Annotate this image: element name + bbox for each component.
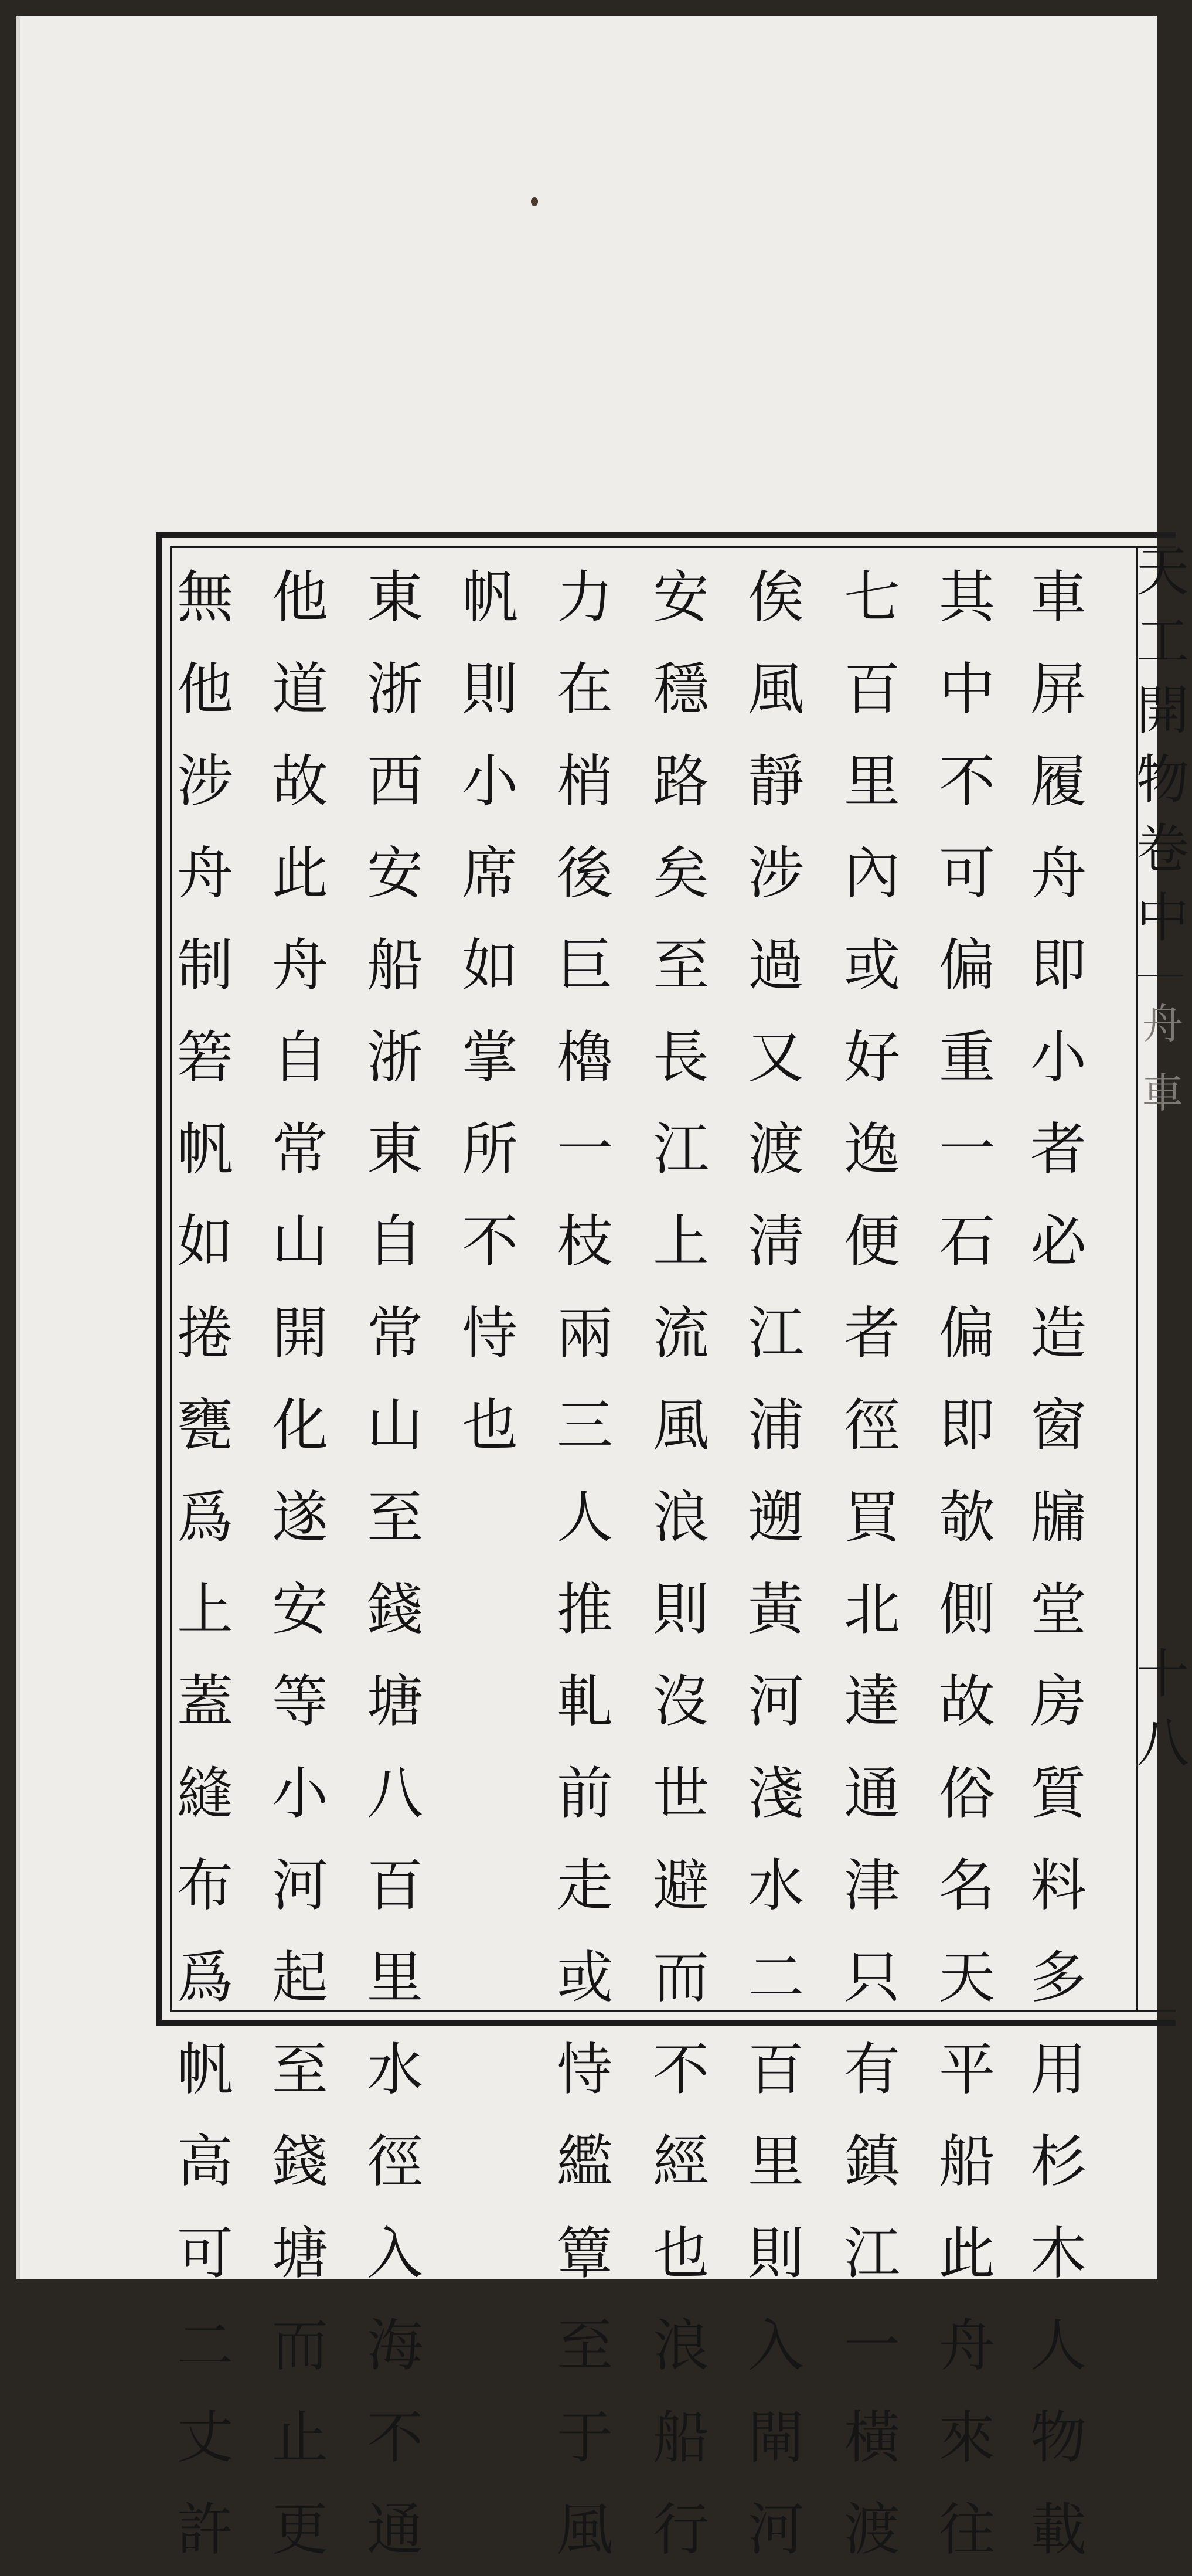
character: 山 — [367, 1393, 423, 1458]
character: 舟 — [1142, 1000, 1183, 1048]
character: 也 — [462, 1393, 518, 1458]
character: 七 — [844, 564, 900, 630]
character: 只 — [844, 1945, 900, 2010]
character: 中 — [1136, 887, 1189, 949]
character: 淺 — [748, 1761, 804, 1826]
character: 車 — [1142, 1069, 1183, 1117]
text-column — [256, 552, 344, 2576]
character: 箬 — [177, 1025, 233, 1090]
text-column — [1014, 552, 1102, 2576]
character: 俗 — [939, 1761, 995, 1826]
character: 中 — [939, 656, 995, 722]
text-column — [446, 552, 534, 1472]
character: 不 — [462, 1209, 518, 1274]
character: 百 — [844, 656, 900, 722]
character: 徑 — [844, 1393, 900, 1458]
character: 十 — [1136, 1643, 1189, 1705]
character: 閘 — [748, 2405, 804, 2470]
character: 八 — [367, 1761, 423, 1826]
gutter-title — [1133, 538, 1192, 953]
character: 過 — [748, 933, 804, 998]
character: 杉 — [1030, 2129, 1087, 2194]
character: 來 — [939, 2405, 995, 2470]
character: 二 — [748, 1945, 804, 2010]
character: 小 — [462, 748, 518, 814]
character: 安 — [367, 840, 423, 906]
character: 橫 — [844, 2405, 900, 2470]
character: 塘 — [367, 1669, 423, 1734]
character: 化 — [272, 1393, 328, 1458]
character: 天 — [1136, 542, 1189, 603]
character: 穩 — [653, 656, 709, 722]
character: 欹 — [939, 1485, 995, 1550]
character: 更 — [272, 2497, 328, 2563]
character: 或 — [844, 933, 900, 998]
character: 安 — [653, 564, 709, 630]
character: 推 — [557, 1577, 613, 1642]
character: 西 — [367, 748, 423, 814]
character: 人 — [557, 1485, 613, 1550]
character: 石 — [939, 1209, 995, 1274]
character: 浪 — [653, 2313, 709, 2378]
character: 者 — [844, 1301, 900, 1366]
character: 遡 — [748, 1485, 804, 1550]
character: 巨 — [557, 933, 613, 998]
character: 買 — [844, 1485, 900, 1550]
character: 軋 — [557, 1669, 613, 1734]
character: 至 — [557, 2313, 613, 2378]
character: 里 — [367, 1945, 423, 2010]
character: 爲 — [177, 1485, 233, 1550]
character: 東 — [367, 564, 423, 630]
character: 重 — [939, 1025, 995, 1090]
character: 涉 — [748, 840, 804, 906]
character: 料 — [1030, 1853, 1087, 1918]
character: 浙 — [367, 656, 423, 722]
character: 屏 — [1030, 656, 1087, 722]
character: 卷 — [1136, 818, 1189, 880]
character: 高 — [177, 2129, 233, 2194]
character: 鎮 — [844, 2129, 900, 2194]
character: 則 — [462, 656, 518, 722]
character: 故 — [272, 748, 328, 814]
character: 恃 — [557, 2037, 613, 2102]
character: 舟 — [1030, 840, 1087, 906]
character: 徑 — [367, 2129, 423, 2194]
character: 天 — [939, 1945, 995, 2010]
character: 錢 — [367, 1577, 423, 1642]
character: 沒 — [653, 1669, 709, 1734]
character: 百 — [367, 1853, 423, 1918]
character: 故 — [939, 1669, 995, 1734]
character: 偏 — [939, 1301, 995, 1366]
character: 錢 — [272, 2129, 328, 2194]
character: 布 — [177, 1853, 233, 1918]
character: 東 — [367, 1117, 423, 1182]
character: 道 — [272, 656, 328, 722]
character: 無 — [177, 564, 233, 630]
character: 櫓 — [557, 1025, 613, 1090]
character: 捲 — [177, 1301, 233, 1366]
character: 八 — [1136, 1713, 1189, 1774]
character: 工 — [1136, 611, 1189, 672]
character: 此 — [272, 840, 328, 906]
character: 水 — [367, 2037, 423, 2102]
character: 長 — [653, 1025, 709, 1090]
character: 質 — [1030, 1761, 1087, 1826]
character: 里 — [748, 2129, 804, 2194]
character: 水 — [748, 1853, 804, 1918]
character: 木 — [1030, 2221, 1087, 2286]
character: 者 — [1030, 1117, 1087, 1182]
character: 世 — [653, 1761, 709, 1826]
character: 房 — [1030, 1669, 1087, 1734]
text-column — [828, 552, 916, 2576]
character: 爲 — [177, 1945, 233, 2010]
character: 百 — [748, 2037, 804, 2102]
character: 自 — [272, 1025, 328, 1090]
character: 車 — [1030, 564, 1087, 630]
character: 他 — [177, 656, 233, 722]
character: 此 — [939, 2221, 995, 2286]
character: 所 — [462, 1117, 518, 1182]
character: 船 — [939, 2129, 995, 2194]
character: 丈 — [177, 2405, 233, 2470]
character: 許 — [177, 2497, 233, 2563]
character: 小 — [272, 1761, 328, 1826]
character: 河 — [748, 2497, 804, 2563]
character: 渡 — [844, 2497, 900, 2563]
character: 至 — [367, 1485, 423, 1550]
character: 渡 — [748, 1117, 804, 1182]
character: 入 — [748, 2313, 804, 2378]
character: 即 — [1030, 933, 1087, 998]
character: 舟 — [177, 840, 233, 906]
gutter-rule — [1136, 975, 1183, 976]
character: 力 — [557, 564, 613, 630]
character: 則 — [653, 1577, 709, 1642]
character: 縫 — [177, 1761, 233, 1826]
text-column — [637, 552, 725, 2576]
character: 開 — [1136, 680, 1189, 741]
character: 如 — [177, 1209, 233, 1274]
character: 遂 — [272, 1485, 328, 1550]
character: 兩 — [557, 1301, 613, 1366]
gutter-folio — [1133, 1640, 1192, 1778]
character: 江 — [653, 1117, 709, 1182]
character: 上 — [653, 1209, 709, 1274]
character: 通 — [844, 1761, 900, 1826]
character: 二 — [177, 2313, 233, 2378]
character: 等 — [272, 1669, 328, 1734]
character: 用 — [1030, 2037, 1087, 2102]
character: 而 — [653, 1945, 709, 2010]
character: 在 — [557, 656, 613, 722]
character: 後 — [557, 840, 613, 906]
character: 船 — [653, 2405, 709, 2470]
character: 海 — [367, 2313, 423, 2378]
character: 入 — [367, 2221, 423, 2286]
character: 必 — [1030, 1209, 1087, 1274]
character: 小 — [1030, 1025, 1087, 1090]
character: 至 — [653, 933, 709, 998]
character: 一 — [939, 1117, 995, 1182]
character: 通 — [367, 2497, 423, 2563]
character: 內 — [844, 840, 900, 906]
character: 便 — [844, 1209, 900, 1274]
character: 走 — [557, 1853, 613, 1918]
character: 也 — [653, 2221, 709, 2286]
character: 浦 — [748, 1393, 804, 1458]
character: 帆 — [177, 2037, 233, 2102]
character: 簟 — [557, 2221, 613, 2286]
character: 逸 — [844, 1117, 900, 1182]
character: 安 — [272, 1577, 328, 1642]
character: 或 — [557, 1945, 613, 2010]
character: 江 — [844, 2221, 900, 2286]
character: 不 — [367, 2405, 423, 2470]
character: 不 — [939, 748, 995, 814]
text-column — [161, 552, 249, 2576]
character: 浙 — [367, 1025, 423, 1090]
character: 有 — [844, 2037, 900, 2102]
character: 造 — [1030, 1301, 1087, 1366]
character: 其 — [939, 564, 995, 630]
character: 帆 — [462, 564, 518, 630]
character: 浪 — [653, 1485, 709, 1550]
character: 不 — [653, 2037, 709, 2102]
character: 名 — [939, 1853, 995, 1918]
character: 他 — [272, 564, 328, 630]
character: 多 — [1030, 1945, 1087, 2010]
character: 矣 — [653, 840, 709, 906]
character: 起 — [272, 1945, 328, 2010]
ink-spot — [531, 197, 538, 206]
character: 可 — [177, 2221, 233, 2286]
character: 靜 — [748, 748, 804, 814]
character: 人 — [1030, 2313, 1087, 2378]
character: 江 — [748, 1301, 804, 1366]
character: 舟 — [272, 933, 328, 998]
character: 往 — [939, 2497, 995, 2563]
character: 如 — [462, 933, 518, 998]
character: 蓋 — [177, 1669, 233, 1734]
character: 津 — [844, 1853, 900, 1918]
character: 避 — [653, 1853, 709, 1918]
character: 塘 — [272, 2221, 328, 2286]
character: 帆 — [177, 1117, 233, 1182]
character: 于 — [557, 2405, 613, 2470]
character: 側 — [939, 1577, 995, 1642]
character: 偏 — [939, 933, 995, 998]
character: 山 — [272, 1209, 328, 1274]
character: 恃 — [462, 1301, 518, 1366]
character: 一 — [557, 1117, 613, 1182]
text-column — [732, 552, 820, 2576]
character: 風 — [748, 656, 804, 722]
character: 牖 — [1030, 1485, 1087, 1550]
character: 自 — [367, 1209, 423, 1274]
text-column — [541, 552, 629, 2576]
character: 一 — [844, 2313, 900, 2378]
text-column — [351, 552, 439, 2576]
character: 里 — [844, 748, 900, 814]
character: 常 — [367, 1301, 423, 1366]
character: 止 — [272, 2405, 328, 2470]
character: 甕 — [177, 1393, 233, 1458]
character: 繿 — [557, 2129, 613, 2194]
character: 則 — [748, 2221, 804, 2286]
gutter-section — [1133, 989, 1192, 1128]
character: 船 — [367, 933, 423, 998]
character: 風 — [557, 2497, 613, 2563]
character: 物 — [1136, 749, 1189, 811]
character: 河 — [272, 1853, 328, 1918]
book-page — [16, 16, 1189, 2563]
character: 梢 — [557, 748, 613, 814]
character: 行 — [653, 2497, 709, 2563]
character: 平 — [939, 2037, 995, 2102]
character: 好 — [844, 1025, 900, 1090]
character: 開 — [272, 1301, 328, 1366]
character: 上 — [177, 1577, 233, 1642]
character: 淸 — [748, 1209, 804, 1274]
character: 河 — [748, 1669, 804, 1734]
character: 枝 — [557, 1209, 613, 1274]
character: 物 — [1030, 2405, 1087, 2470]
character: 常 — [272, 1117, 328, 1182]
character: 達 — [844, 1669, 900, 1734]
character: 席 — [462, 840, 518, 906]
character: 掌 — [462, 1025, 518, 1090]
character: 流 — [653, 1301, 709, 1366]
character: 前 — [557, 1761, 613, 1826]
character: 而 — [272, 2313, 328, 2378]
character: 窗 — [1030, 1393, 1087, 1458]
character: 堂 — [1030, 1577, 1087, 1642]
character: 俟 — [748, 564, 804, 630]
text-column — [923, 552, 1011, 2576]
character: 經 — [653, 2129, 709, 2194]
character: 制 — [177, 933, 233, 998]
character: 可 — [939, 840, 995, 906]
character: 舟 — [939, 2313, 995, 2378]
character: 載 — [1030, 2497, 1087, 2563]
character: 風 — [653, 1393, 709, 1458]
page-edge — [16, 16, 20, 2279]
character: 北 — [844, 1577, 900, 1642]
character: 又 — [748, 1025, 804, 1090]
character: 履 — [1030, 748, 1087, 814]
character: 路 — [653, 748, 709, 814]
character: 即 — [939, 1393, 995, 1458]
character: 黃 — [748, 1577, 804, 1642]
character: 三 — [557, 1393, 613, 1458]
character: 至 — [272, 2037, 328, 2102]
character: 涉 — [177, 748, 233, 814]
